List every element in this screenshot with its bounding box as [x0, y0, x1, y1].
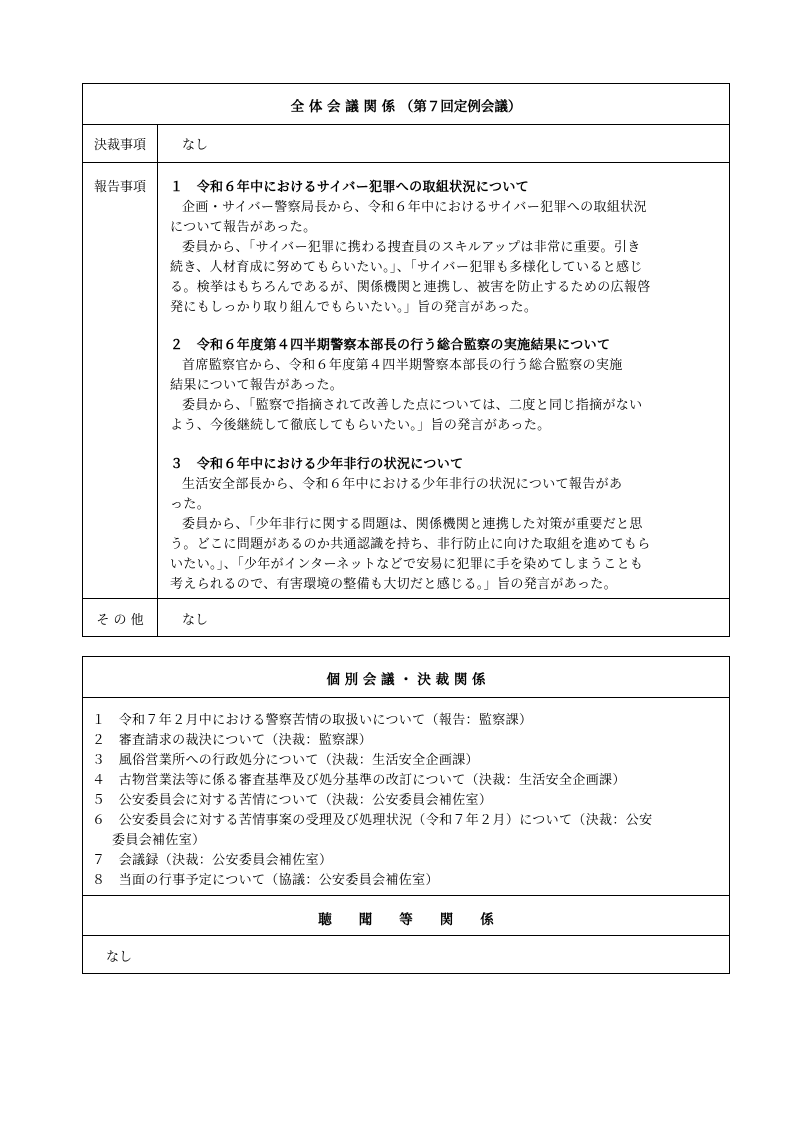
other-value: なし	[182, 613, 209, 628]
report-item-line: 委員から、「サイバー犯罪に携わる捜査員のスキルアップは非常に重要。引き	[182, 240, 641, 255]
hearing-title: 聴 聞 等 関 係	[318, 912, 494, 928]
list-item: ８ 当面の行事予定について（協議：公安委員会補佐室）	[92, 873, 439, 888]
hearing-value: なし	[106, 950, 133, 965]
report-item-line: 生活安全部長から、令和６年中における少年非行の状況について報告があ	[182, 477, 623, 492]
report-label: 報告事項	[93, 180, 146, 195]
divider	[83, 895, 729, 896]
report-item-heading: １ 令和６年中におけるサイバー犯罪への取組状況について	[170, 180, 530, 195]
report-item-line: よう、今後継続して徹底してもらいたい。」旨の発言があった。	[170, 418, 551, 433]
report-item-line: 結果について報告があった。	[170, 378, 344, 393]
list-item: ４ 古物営業法等に係る審査基準及び処分基準の改訂について（決裁：生活安全企画課）	[92, 773, 626, 788]
report-item-line: 考えられるので、有害環境の整備も大切だと感じる。」旨の発言があった。	[170, 577, 618, 592]
report-item-heading: ２ 令和６年度第４四半期警察本部長の行う総合監察の実施結果について	[170, 338, 611, 353]
divider	[83, 598, 729, 599]
report-item-line: った。	[170, 497, 211, 512]
decision-label: 決裁事項	[93, 138, 146, 153]
divider	[83, 935, 729, 936]
report-item-line: 企画・サイバー警察局長から、令和６年中におけるサイバー犯罪への取組状況	[182, 200, 647, 215]
list-item: 委員会補佐室）	[112, 833, 206, 848]
list-item: １ 令和７年２月中における警察苦情の取扱いについて（報告：監察課）	[92, 713, 533, 728]
divider	[83, 697, 729, 698]
divider	[83, 162, 729, 163]
column-divider	[157, 124, 158, 637]
general-meeting-section	[82, 83, 730, 637]
report-item-line: について報告があった。	[170, 220, 317, 235]
report-item-heading: ３ 令和６年中における少年非行の状況について	[170, 457, 464, 472]
list-item: ７ 会議録（決裁：公安委員会補佐室）	[92, 853, 333, 868]
individual-meeting-section	[82, 656, 730, 974]
report-item-line: 首席監察官から、令和６年度第４四半期警察本部長の行う総合監察の実施	[182, 358, 623, 373]
general-meeting-title: 全 体 会 議 関 係 （第７回定例会議）	[290, 99, 522, 115]
report-item-line: 委員から、「少年非行に関する問題は、関係機関と連携した対策が重要だと思	[182, 517, 643, 532]
report-item-line: 続き、人材育成に努めてもらいたい。」、「サイバー犯罪も多様化していると感じ	[170, 260, 643, 275]
list-item: ５ 公安委員会に対する苦情について（決裁：公安委員会補佐室）	[92, 793, 493, 808]
other-label: そ の 他	[96, 613, 144, 628]
report-item-line: いたい。」、「少年がインターネットなどで安易に犯罪に手を染めてしまうことも	[170, 557, 644, 572]
decision-value: なし	[182, 138, 209, 153]
report-item-line: 委員から、「監察で指摘されて改善した点については、二度と同じ指摘がない	[182, 398, 643, 413]
list-item: ２ 審査請求の裁決について（決裁：監察課）	[92, 733, 373, 748]
report-item-line: 発にもしっかり取り組んでもらいたい。」旨の発言があった。	[170, 300, 538, 315]
list-item: ６ 公安委員会に対する苦情事案の受理及び処理状況（令和７年２月）について（決裁：公安	[92, 813, 653, 828]
report-item-line: う。どこに問題があるのか共通認識を持ち、非行防止に向けた取組を進めてもら	[170, 537, 651, 552]
individual-meeting-title: 個 別 会 議 ・ 決 裁 関 係	[326, 672, 486, 688]
list-item: ３ 風俗営業所への行政処分について（決裁：生活安全企画課）	[92, 753, 479, 768]
divider	[83, 124, 729, 125]
report-item-line: る。検挙はもちろんであるが、関係機関と連携し、被害を防止するための広報啓	[170, 280, 651, 295]
